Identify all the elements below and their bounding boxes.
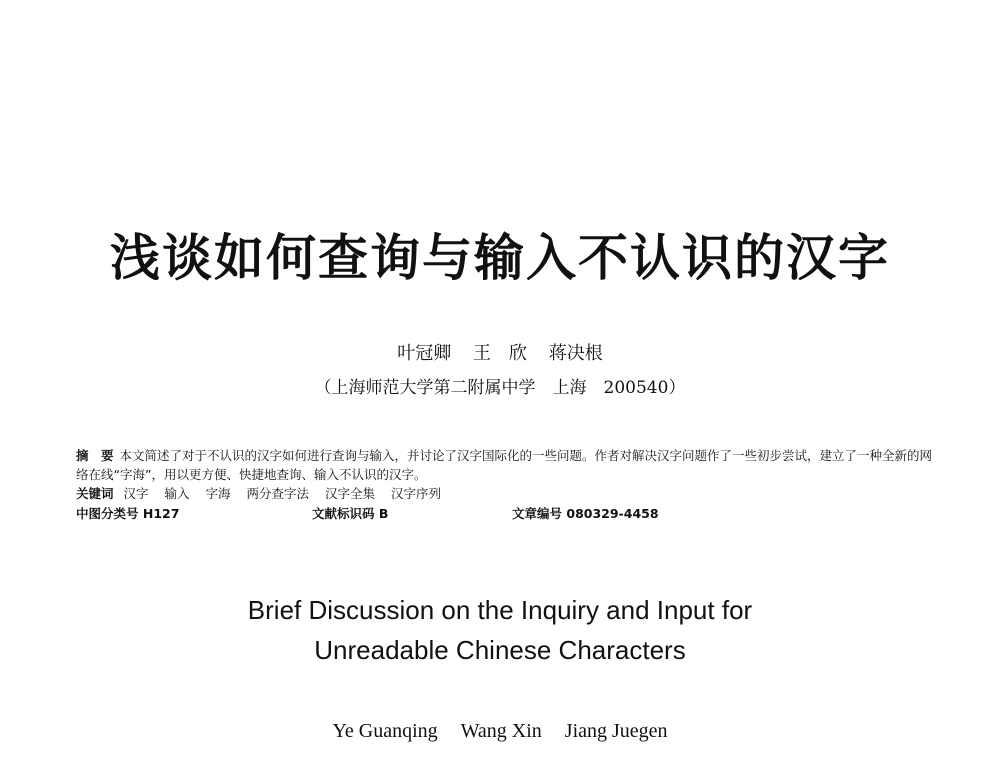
document-code	[312, 504, 512, 523]
english-authors	[0, 718, 1000, 744]
clc-value: H127	[142, 506, 180, 521]
author-en-1: Ye Guanqing	[332, 720, 438, 742]
chinese-authors	[0, 342, 1000, 366]
abstract-block	[76, 446, 936, 523]
abstract	[76, 446, 936, 484]
keyword-item: 汉字序列	[391, 486, 442, 501]
keyword-item: 字海	[205, 486, 231, 501]
classification-row	[76, 504, 936, 523]
author-en-2: Wang Xin	[460, 720, 542, 742]
clc-number	[76, 504, 312, 523]
author-cn-1: 叶冠卿	[397, 343, 452, 364]
keywords-label: 关键词	[76, 486, 114, 501]
keyword-item: 两分查字法	[246, 486, 310, 501]
keyword-item: 输入	[164, 486, 190, 501]
keywords	[76, 484, 936, 503]
clc-label: 中图分类号	[76, 506, 139, 521]
abstract-text: 本文简述了对于不认识的汉字如何进行查询与输入，并讨论了汉字国际化的一些问题。作者对解决汉字问题作了一些初步尝试，建立了一种全新的网络在线“字海”，用以更方便、快捷地查询、输入不认识的汉字。	[76, 448, 933, 482]
article-number	[512, 504, 659, 523]
author-en-3: Jiang Juegen	[564, 720, 668, 742]
author-cn-2: 王 欣	[473, 343, 527, 364]
english-title	[0, 590, 1000, 670]
doc-label: 文献标识码	[312, 506, 375, 521]
author-cn-3: 蒋决根	[548, 343, 603, 364]
abstract-label: 摘 要	[76, 448, 114, 463]
doc-value: B	[378, 506, 389, 521]
english-title-line-1: Brief Discussion on the Inquiry and Input for	[247, 595, 753, 625]
keyword-item: 汉字全集	[325, 486, 376, 501]
chinese-affiliation: （上海师范大学第二附属中学 上海 200540）	[314, 378, 686, 398]
chinese-title: 浅谈如何查询与输入不认识的汉字	[110, 229, 890, 287]
keyword-item: 汉字	[123, 486, 149, 501]
article-label: 文章编号	[512, 506, 563, 521]
english-title-line-2: Unreadable Chinese Characters	[314, 635, 686, 665]
article-value: 080329-4458	[566, 506, 659, 521]
